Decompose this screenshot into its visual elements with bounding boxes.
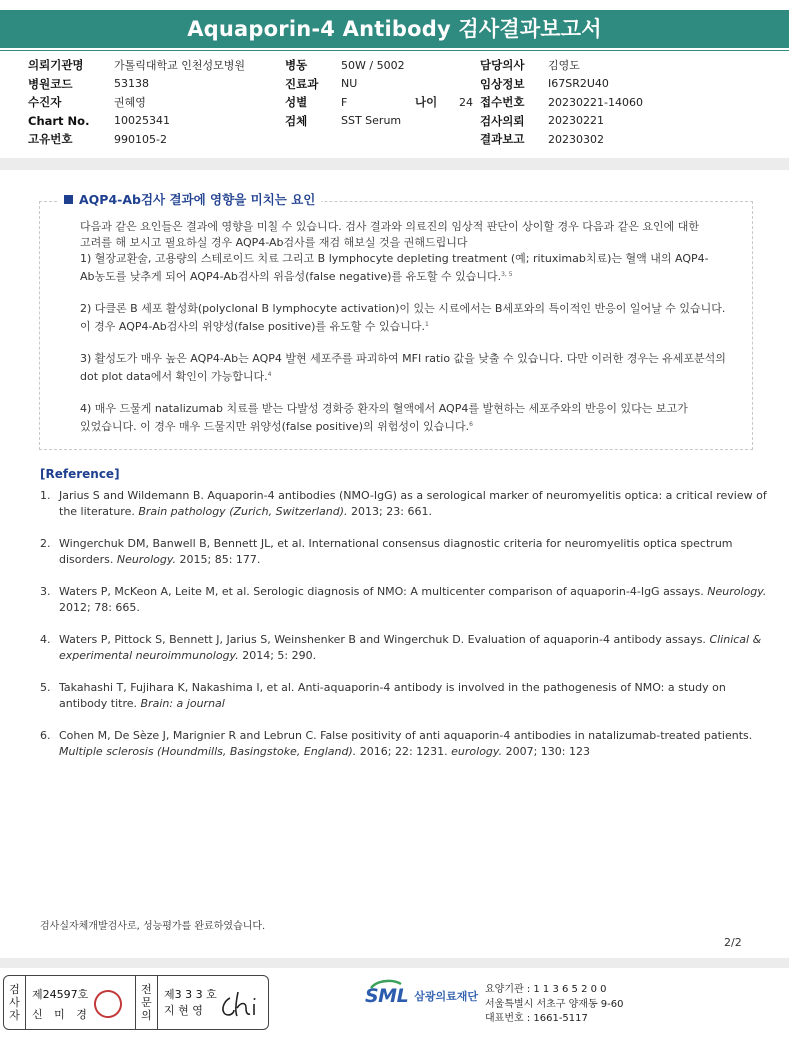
info-value: 50W / 5002 (341, 58, 405, 72)
factors-intro: 다음과 같은 요인들은 결과에 영향을 미칠 수 있습니다. 검사 결과와 의료진의 임상적 판단이 상이할 경우 다음과 같은 요인에 대한 고려를 해 보시고 필요하실 경우 AQP4-Ab검사를 재검 해보실 것을 권해드립니다 (80, 220, 699, 249)
validation-note: 검사실자체개발검사로, 성능평가를 완료하였습니다. (40, 921, 266, 932)
info-value: F (341, 95, 348, 109)
examiner-cell (26, 976, 136, 1029)
reference-number: 1. (40, 489, 51, 502)
info-value: 20230302 (548, 132, 604, 146)
info-value: I67SR2U40 (548, 77, 609, 91)
info-row-report-date (480, 130, 643, 149)
reference-journal: Multiple sclerosis (Houndmills, Basingstoke, England). (59, 745, 357, 758)
info-row-hospital-code (28, 75, 245, 94)
reference-body: Waters P, McKeon A, Leite M, et al. Serologic diagnosis of NMO: A multicenter comparison of aquaporin-4-IgG assays. (59, 585, 704, 598)
reference-heading: [Reference] (40, 467, 120, 481)
info-column-1 (28, 56, 245, 149)
info-row-chart-no (28, 112, 245, 131)
factor-item-text: 1) 혈장교환술, 고용량의 스테로이드 치료 그리고 B lymphocyte depleting treatment (예; rituximab치료)는 혈액 내의 AQP4-Ab농도를 낮추게 되어 AQP4-Ab검사의 위음성(false negative)를 유도할 수 있습니다. (80, 252, 709, 283)
reference-body: Cohen M, De Sèze J, Marignier R and Lebrun C. False positivity of anti aquaporin-4 antibodies in natalizumab-treated patients. (59, 729, 753, 742)
factor-item-citation: 6 (469, 421, 473, 428)
factors-text (80, 219, 730, 451)
info-row-institution (28, 56, 245, 75)
sml-logo (365, 985, 408, 1007)
factors-heading (58, 190, 321, 208)
reference-body: Wingerchuk DM, Banwell B, Bennett JL, et al. International consensus diagnostic criteria for neuromyelitis optica spectrum disorders. (59, 537, 733, 566)
info-label: 고유번호 (28, 132, 73, 147)
info-label: 접수번호 (480, 95, 525, 110)
factor-item (80, 301, 730, 335)
info-value: SST Serum (341, 114, 402, 128)
info-value: 20230221-14060 (548, 95, 643, 109)
reference-tail: 2014; 5: 290. (242, 649, 317, 662)
info-value: 20230221 (548, 114, 604, 128)
info-value: 김영도 (548, 59, 580, 73)
reference-text (59, 536, 776, 568)
reference-item (40, 488, 776, 520)
reference-number: 4. (40, 633, 51, 646)
specialist-label-char: 의 (141, 1009, 152, 1022)
reference-tail: 2015; 85: 177. (179, 553, 261, 566)
factor-item (80, 351, 730, 385)
examiner-label-char: 검 (9, 983, 20, 996)
info-value: 53138 (114, 77, 149, 91)
factor-item (80, 401, 730, 435)
examiner-registration: 제24597호 (32, 988, 89, 1001)
reference-journal: Brain: a journal (140, 697, 225, 710)
info-row-clinical-info (480, 75, 643, 94)
handwritten-signature-icon (216, 988, 276, 1022)
examiner-label (4, 976, 26, 1029)
info-value-age: 24 (459, 95, 473, 109)
reference-text (59, 488, 776, 520)
factors-heading-text: AQP4-Ab검사 결과에 영향을 미치는 요인 (79, 192, 316, 207)
factor-item-citation: 1 (425, 321, 429, 328)
examiner-name: 신 미 경 (32, 1008, 91, 1021)
reference-number: 2. (40, 537, 51, 550)
signature-box (3, 975, 269, 1030)
specialist-label (136, 976, 158, 1029)
specialist-name: 지 현 영 (164, 1004, 203, 1017)
reference-number: 5. (40, 681, 51, 694)
factor-item-text: 2) 다클론 B 세포 활성화(polyclonal B lymphocyte activation)이 있는 시료에서는 B세포와의 특이적인 반응이 일어날 수 있습니다. 이 경우 AQP4-Ab검사의 위양성(false positive)를 유도할 수 있습니다. (80, 302, 726, 333)
info-label: 검체 (285, 113, 308, 128)
factor-item-text: 3) 활성도가 매우 높은 AQP4-Ab는 AQP4 발현 세포주를 파괴하여 MFI ratio 값을 낮출 수 있습니다. 다만 이러한 경우는 유세포분석의 dot plot data에서 확인이 가능합니다. (80, 352, 726, 383)
info-row-unique-no (28, 130, 245, 149)
reference-text (59, 584, 776, 616)
square-bullet-icon (64, 195, 73, 204)
logo-arc-icon (369, 979, 403, 989)
info-label: 병동 (285, 58, 308, 73)
specialist-label-char: 문 (141, 996, 152, 1009)
reference-list (40, 488, 776, 776)
reference-item (40, 728, 776, 760)
organization-code: 요양기관 : 1 1 3 6 5 2 0 0 (485, 984, 607, 995)
reference-tail: 2012; 78: 665. (59, 601, 140, 614)
reference-journal: Brain pathology (Zurich, Switzerland). (138, 505, 348, 518)
reference-text (59, 680, 776, 712)
header-divider-band (0, 158, 789, 170)
reference-item (40, 584, 776, 616)
reference-item (40, 680, 776, 712)
info-row-receipt-no (480, 93, 643, 112)
reference-text (59, 632, 776, 664)
examiner-label-char: 자 (9, 1009, 20, 1022)
info-label: 병원코드 (28, 76, 73, 91)
specialist-cell (158, 976, 268, 1029)
info-value: 권혜영 (114, 96, 146, 110)
reference-tail: 2013; 23: 661. (351, 505, 432, 518)
reference-body: Waters P, Pittock S, Bennett J, Jarius S, Weinshenker B and Wingerchuk D. Evaluation of aquaporin-4 antibody assays. (59, 633, 706, 646)
title-divider (0, 50, 789, 51)
reference-item (40, 632, 776, 664)
reference-tail: 2016; 22: 1231. (359, 745, 448, 758)
info-label: Chart No. (28, 113, 90, 128)
reference-journal: Clinical & experimental neuroimmunology. (59, 633, 762, 662)
specialist-label-char: 전 (141, 983, 152, 996)
info-label: 임상정보 (480, 76, 525, 91)
organization-address: 서울특별시 서초구 양재동 9-60 (485, 998, 624, 1010)
reference-item (40, 536, 776, 568)
info-value: 990105-2 (114, 132, 167, 146)
info-label: 성별 (285, 95, 308, 110)
info-column-3 (480, 56, 643, 149)
info-row-patient (28, 93, 245, 112)
organization-phone: 대표번호 : 1661-5117 (485, 1013, 588, 1024)
reference-text (59, 728, 776, 760)
report-title: Aquaporin-4 Antibody 검사결과보고서 (0, 10, 789, 48)
reference-body: Jarius S and Wildemann B. Aquaporin-4 antibodies (NMO-IgG) as a serological marker of neuromyelitis optica: a critical review of the literature. (59, 489, 767, 518)
info-label: 결과보고 (480, 132, 525, 147)
info-label-age: 나이 (415, 95, 438, 110)
reference-journal: Neurology. (707, 585, 767, 598)
organization-name: 삼광의료재단 (414, 990, 478, 1003)
reference-journal-2: eurology. (451, 745, 503, 758)
reference-body: Takahashi T, Fujihara K, Nakashima I, et al. Anti-aquaporin-4 antibody is involved in the pathogenesis of NMO: a study on antibody titre. (59, 681, 726, 710)
reference-number: 6. (40, 729, 51, 742)
organization-logo (365, 985, 478, 1007)
info-value: 가톨릭대학교 인천성모병원 (114, 59, 246, 73)
page-number: 2/2 (724, 936, 742, 949)
reference-tail-2: 2007; 130: 123 (505, 745, 590, 758)
reference-journal: Neurology. (116, 553, 176, 566)
factor-item (80, 251, 730, 285)
info-row-request-date (480, 112, 643, 131)
specialist-registration: 제3 3 3 호 (164, 988, 217, 1001)
info-label: 수진자 (28, 95, 62, 110)
footer-divider-band (0, 958, 789, 968)
logo-text: SML (365, 985, 409, 1007)
info-row-doctor (480, 56, 643, 75)
factor-item-text: 4) 매우 드물게 natalizumab 치료를 받는 다발성 경화증 환자의 혈액에서 AQP4를 발현하는 세포주와의 반응이 있다는 보고가 있었습니다. 이 경우 매우 드물지만 위양성(false positive)의 위험성이 있습니다. (80, 402, 688, 433)
info-value: 10025341 (114, 114, 170, 128)
info-label: 담당의사 (480, 58, 525, 73)
info-value: NU (341, 77, 358, 91)
info-label: 의뢰기관명 (28, 58, 84, 73)
info-label: 검사의뢰 (480, 113, 525, 128)
reference-number: 3. (40, 585, 51, 598)
factor-item-citation: 4 (267, 371, 272, 378)
organization-info (485, 983, 624, 1027)
factor-item-citation: 3, 5 (501, 271, 513, 278)
info-label: 진료과 (285, 76, 319, 91)
examiner-label-char: 사 (9, 996, 20, 1009)
